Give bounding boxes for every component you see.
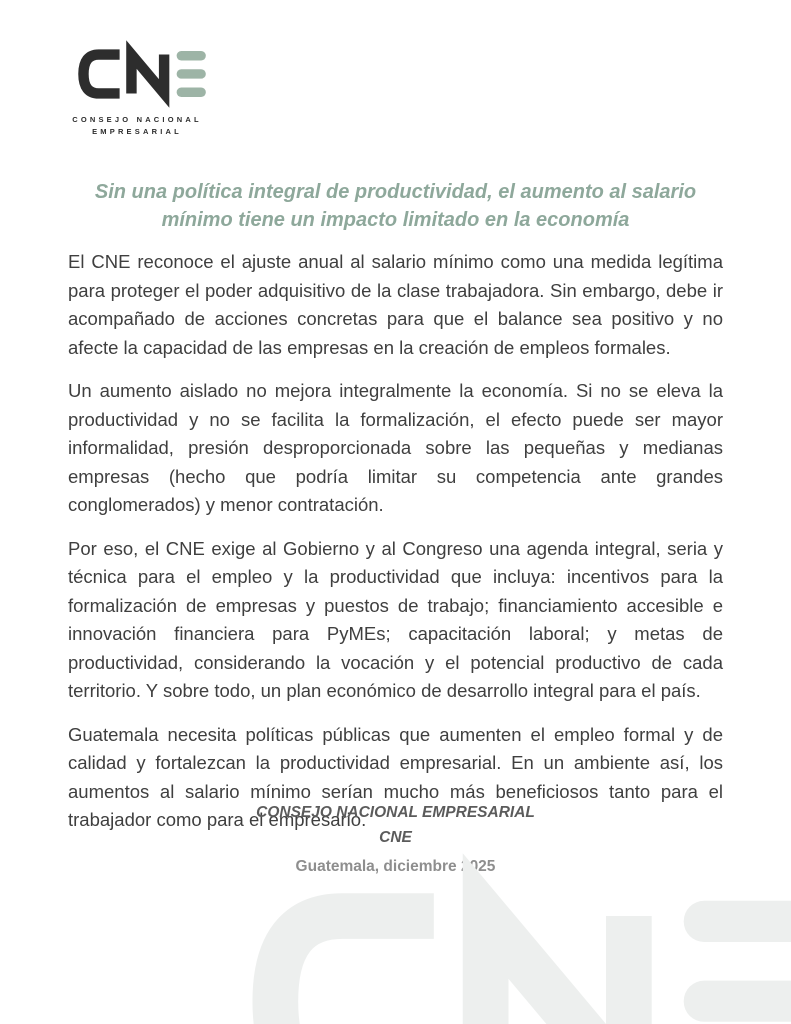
document-body [68, 248, 723, 850]
document-title: Sin una política integral de productividad, el aumento al salario mínimo tiene un impacto limitado en la economía [94, 181, 697, 231]
paragraph-2: Un aumento aislado no mejora integralmente la economía. Si no se eleva la productividad y no se facilita la formalización, el efecto puede ser mayor informalidad, presión desproporcionada sobre las pequeñas y medianas empresas (hecho que podría limitar su competencia ante grandes conglomerados) y menor contratación. [68, 380, 723, 515]
logo-tagline-line1: CONSEJO NACIONAL [72, 115, 202, 124]
cne-logo-icon [64, 38, 210, 110]
cne-logo [62, 38, 212, 138]
paragraph-3: Por eso, el CNE exige al Gobierno y al Congreso una agenda integral, seria y técnica para el empleo y la productividad que incluya: incentivos para la formalización de empresas y puestos de trabajo; financiamiento accesible e innovación financiera para PyMEs; capacitación laboral; y metas de productividad, considerando la vocación y el potencial productivo de cada territorio. Y sobre todo, un plan económico de desarrollo integral para el país. [68, 537, 723, 701]
logo-tagline [62, 114, 212, 138]
signature-block [0, 800, 791, 876]
signature-dateline: Guatemala, diciembre 2025 [295, 858, 496, 875]
logo-tagline-line2: EMPRESARIAL [92, 127, 182, 136]
paragraph-4: Guatemala necesita políticas públicas que aumenten el empleo formal y de calidad y fortalezcan la productividad empresarial. En un ambiente así, los aumentos al salario mínimo serían mucho más beneficiosos tanto para el trabajador como para el empresario. [68, 723, 723, 830]
paragraph-1: El CNE reconoce el ajuste anual al salario mínimo como una medida legítima para proteger el poder adquisitivo de la clase trabajadora. Sin embargo, debe ir acompañado de acciones concretas para que el balance sea positivo y no afecte la capacidad de las empresas en la creación de empleos formales. [68, 251, 723, 358]
signature-acronym: CNE [379, 829, 412, 846]
signature-org: CONSEJO NACIONAL EMPRESARIAL [256, 804, 535, 821]
